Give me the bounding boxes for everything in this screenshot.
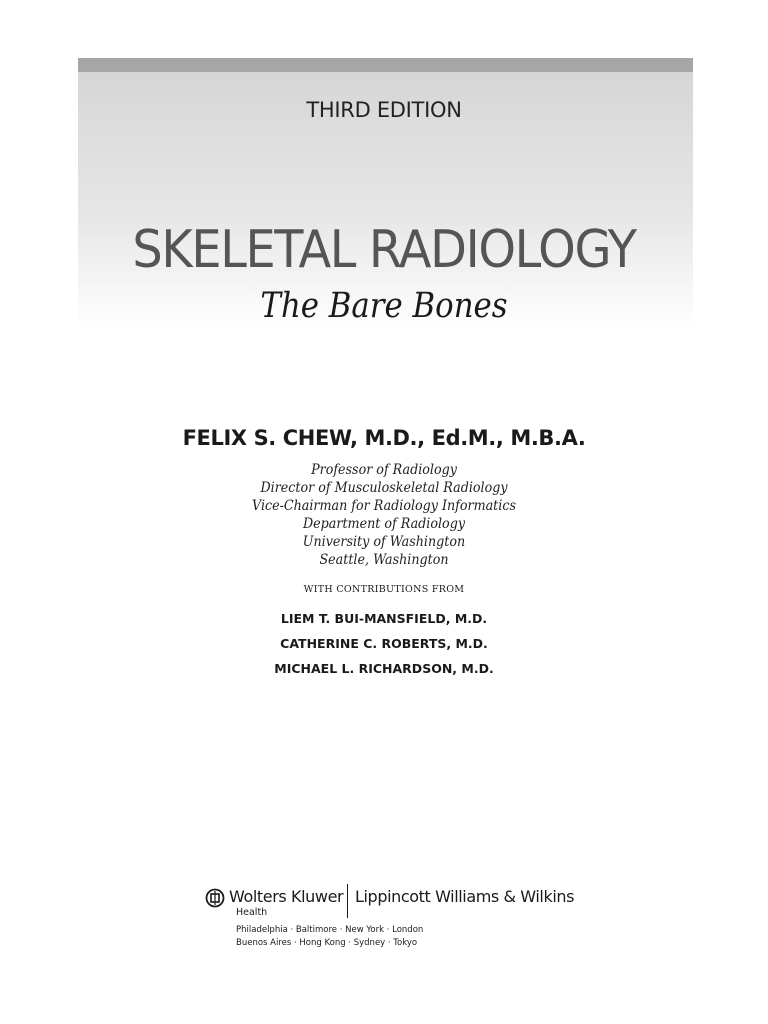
affiliation-line: University of Washington [302, 534, 466, 550]
author-name: FELIX S. CHEW, M.D., Ed.M., M.B.A. [182, 426, 586, 450]
author-affiliations [23, 461, 745, 569]
contributor-name: LIEM T. BUI-MANSFIELD, M.D. [280, 611, 488, 626]
publisher-division: Health [236, 907, 268, 918]
book-title: SKELETAL RADIOLOGY [132, 220, 636, 280]
publisher-name: Wolters Kluwer [229, 887, 344, 906]
contributor-name: CATHERINE C. ROBERTS, M.D. [280, 636, 488, 651]
publisher-cities [236, 924, 423, 950]
publisher-imprint: Lippincott Williams & Wilkins [355, 887, 575, 906]
publisher-block [205, 884, 585, 954]
affiliation-line: Vice-Chairman for Radiology Informatics [252, 498, 516, 514]
cities-line: Philadelphia · Baltimore · New York · London [236, 925, 424, 935]
edition-label: THIRD EDITION [306, 98, 462, 122]
book-subtitle: The Bare Bones [260, 286, 508, 326]
contributor-list [0, 606, 768, 681]
affiliation-line: Professor of Radiology [311, 462, 457, 478]
header-top-bar [78, 58, 693, 72]
wolters-kluwer-logo-icon [205, 888, 225, 908]
cities-line: Buenos Aires · Hong Kong · Sydney · Tokyo [236, 938, 418, 948]
contributor-name: MICHAEL L. RICHARDSON, M.D. [274, 661, 494, 676]
affiliation-line: Director of Musculoskeletal Radiology [260, 480, 508, 496]
affiliation-line: Department of Radiology [302, 516, 465, 532]
publisher-divider [347, 884, 348, 918]
affiliation-line: Seattle, Washington [319, 552, 449, 568]
contributions-label: WITH CONTRIBUTIONS FROM [303, 584, 465, 595]
